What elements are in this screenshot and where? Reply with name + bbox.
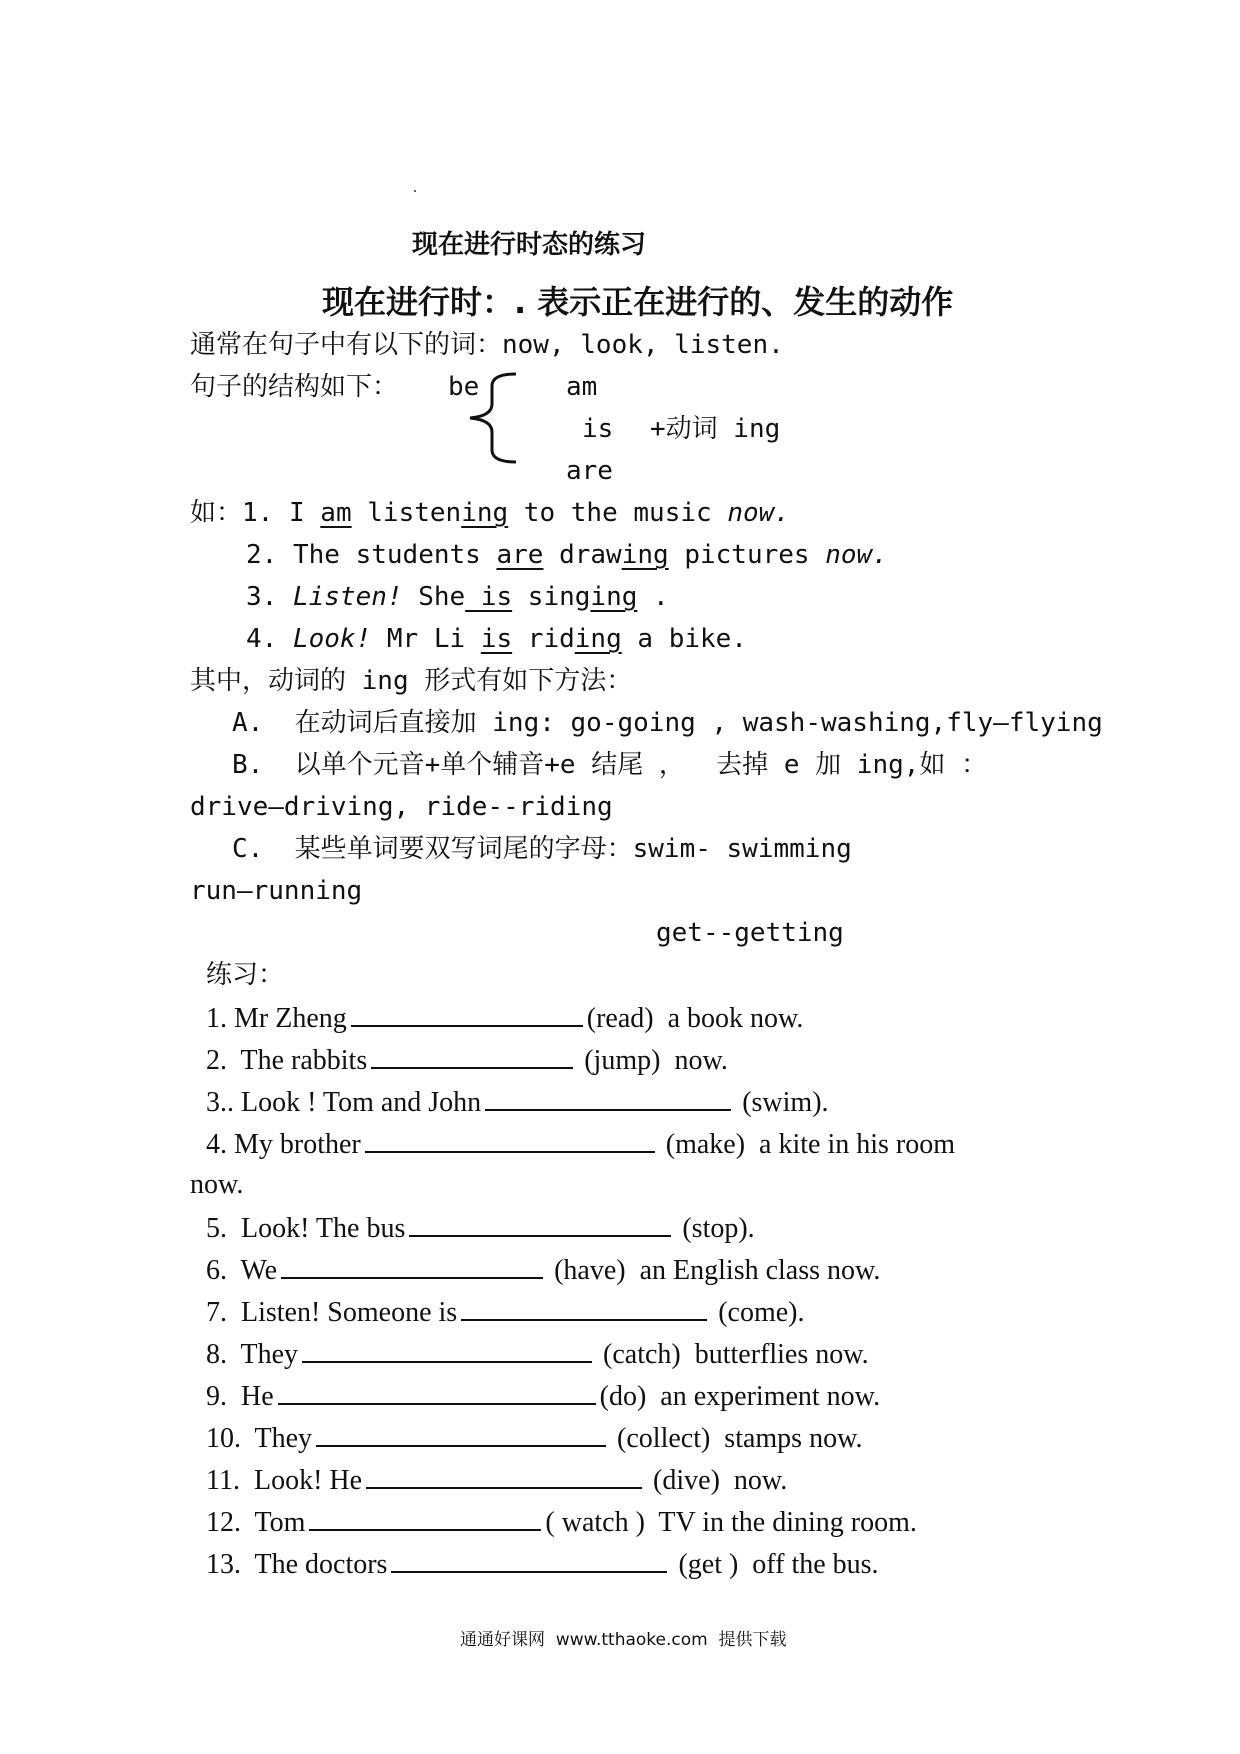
example-ing-suffix: ing [461, 498, 509, 528]
exercise-hint: (come). [711, 1297, 805, 1328]
exercise-item [206, 1549, 879, 1579]
exercise-item [206, 1045, 728, 1075]
answer-blank[interactable] [391, 1549, 667, 1573]
exercise-hint: (jump) now. [577, 1045, 728, 1076]
example-3 [246, 584, 669, 610]
example-text: listen [351, 498, 462, 528]
scan-speck [414, 190, 416, 192]
exercise-prompt: 6. We [206, 1255, 278, 1286]
exercise-hint: (dive) now. [646, 1465, 788, 1496]
answer-blank[interactable] [309, 1507, 541, 1531]
exercise-hint: (read) a book now. [586, 1003, 804, 1034]
answer-blank[interactable] [302, 1339, 592, 1363]
exercise-prompt: 7. Listen! Someone is [206, 1297, 458, 1328]
exercise-item [206, 1255, 880, 1285]
exercise-item [206, 1297, 805, 1327]
exercise-prompt: 1. Mr Zheng [206, 1003, 347, 1034]
ing-rule-c-cont-1: run—running [190, 876, 363, 906]
structure-are: are [566, 456, 613, 486]
example-text: She [402, 582, 466, 612]
exercise-item [206, 1507, 917, 1537]
exercise-item [206, 1087, 829, 1117]
ing-rules-intro: 其中，动词的 ing 形式有如下方法： [190, 666, 633, 696]
answer-blank[interactable] [409, 1213, 671, 1237]
answer-blank[interactable] [351, 1003, 583, 1027]
exercise-prompt: 9. He [206, 1381, 274, 1412]
example-text: to the music [508, 498, 728, 528]
answer-blank[interactable] [461, 1297, 707, 1321]
exercise-prompt: 13. The doctors [206, 1549, 388, 1580]
exercise-hint: ( watch ) TV in the dining room. [545, 1507, 917, 1538]
answer-blank[interactable] [365, 1129, 655, 1153]
example-ing-suffix: ing [590, 582, 638, 612]
exercise-hint: (catch) butterflies now. [596, 1339, 869, 1370]
example-adverb: now. [727, 498, 790, 528]
exercise-hint: (make) a kite in his room [658, 1129, 956, 1160]
exercise-hint: (do) an experiment now. [599, 1381, 881, 1412]
curly-brace-icon [458, 370, 528, 466]
exercise-hint: (stop). [675, 1213, 755, 1244]
exercise-item [206, 1423, 862, 1453]
answer-blank[interactable] [281, 1255, 543, 1279]
examples-prefix: 如： [190, 498, 243, 528]
ing-rule-c-cont-2: get--getting [656, 918, 844, 948]
example-1 [190, 500, 790, 526]
page-title: 现在进行时态的练习 [412, 230, 647, 260]
example-4 [246, 626, 747, 652]
exercise-item [206, 1129, 955, 1159]
example-be-verb: am [320, 498, 352, 528]
example-lead: Look! [292, 624, 372, 654]
example-adverb: now. [825, 540, 888, 570]
ing-rule-b: B. 以单个元音+单个辅音+e 结尾 ， 去掉 e 加 ing,如 ： [232, 750, 988, 780]
answer-blank[interactable] [485, 1087, 731, 1111]
example-num: 3. [246, 582, 278, 612]
example-text: . [637, 582, 669, 612]
example-num: 1. [242, 498, 274, 528]
exercise-prompt: 10. They [206, 1423, 313, 1454]
example-text: The students [277, 540, 497, 570]
example-text: pictures [668, 540, 826, 570]
example-lead: Listen! [292, 582, 403, 612]
example-be-verb: are [496, 540, 544, 570]
exercise-hint: (collect) stamps now. [610, 1423, 863, 1454]
example-text: sing [512, 582, 591, 612]
exercise-item [206, 1465, 787, 1495]
example-text: rid [512, 624, 575, 654]
answer-blank[interactable] [316, 1423, 606, 1447]
example-num: 2. [246, 540, 278, 570]
example-num: 4. [246, 624, 278, 654]
exercise-item [206, 1381, 880, 1411]
answer-blank[interactable] [366, 1465, 642, 1489]
ing-rule-a: A. 在动词后直接加 ing: go-going , wash-washing,fly—flying [232, 708, 1103, 738]
example-text: draw [543, 540, 622, 570]
page-footer: 通通好课网 www.tthaoke.com 提供下载 [460, 1630, 787, 1650]
exercise-prompt: 11. Look! He [206, 1465, 363, 1496]
rule-intro: 通常在句子中有以下的词：now, look, listen. [190, 330, 784, 360]
exercises-heading: 练习： [206, 960, 285, 990]
example-ing-suffix: ing [574, 624, 622, 654]
example-ing-suffix: ing [621, 540, 669, 570]
example-text: I [273, 498, 321, 528]
ing-rule-b-cont: drive—driving, ride--riding [190, 792, 613, 822]
answer-blank[interactable] [278, 1381, 596, 1405]
example-2 [246, 542, 888, 568]
example-text: a bike. [621, 624, 747, 654]
exercise-hint: (have) an English class now. [547, 1255, 881, 1286]
exercise-item-4-cont: now. [190, 1169, 244, 1200]
exercise-item [206, 1339, 869, 1369]
exercise-hint: (swim). [735, 1087, 829, 1118]
exercise-prompt: 8. They [206, 1339, 299, 1370]
structure-is: is [582, 414, 614, 444]
ing-rule-c: C. 某些单词要双写词尾的字母：swim- swimming [232, 834, 852, 864]
example-be-verb: is [480, 624, 513, 654]
exercise-prompt: 2. The rabbits [206, 1045, 368, 1076]
structure-am: am [566, 372, 598, 402]
exercise-prompt: 12. Tom [206, 1507, 306, 1538]
answer-blank[interactable] [371, 1045, 573, 1069]
exercise-prompt: 5. Look! The bus [206, 1213, 406, 1244]
exercise-item [206, 1213, 755, 1243]
structure-suffix: +动词 ing [650, 414, 781, 444]
exercise-prompt: 3.. Look ! Tom and John [206, 1087, 482, 1118]
example-be-verb: is [465, 582, 513, 612]
example-text: Mr Li [371, 624, 481, 654]
exercise-prompt: 4. My brother [206, 1129, 361, 1160]
exercise-item [206, 1003, 803, 1033]
structure-label: 句子的结构如下： [190, 372, 399, 402]
structure-be: be [448, 372, 480, 402]
exercise-hint: (get ) off the bus. [671, 1549, 879, 1580]
page-subtitle: 现在进行时：. 表示正在进行的、发生的动作 [322, 283, 954, 321]
